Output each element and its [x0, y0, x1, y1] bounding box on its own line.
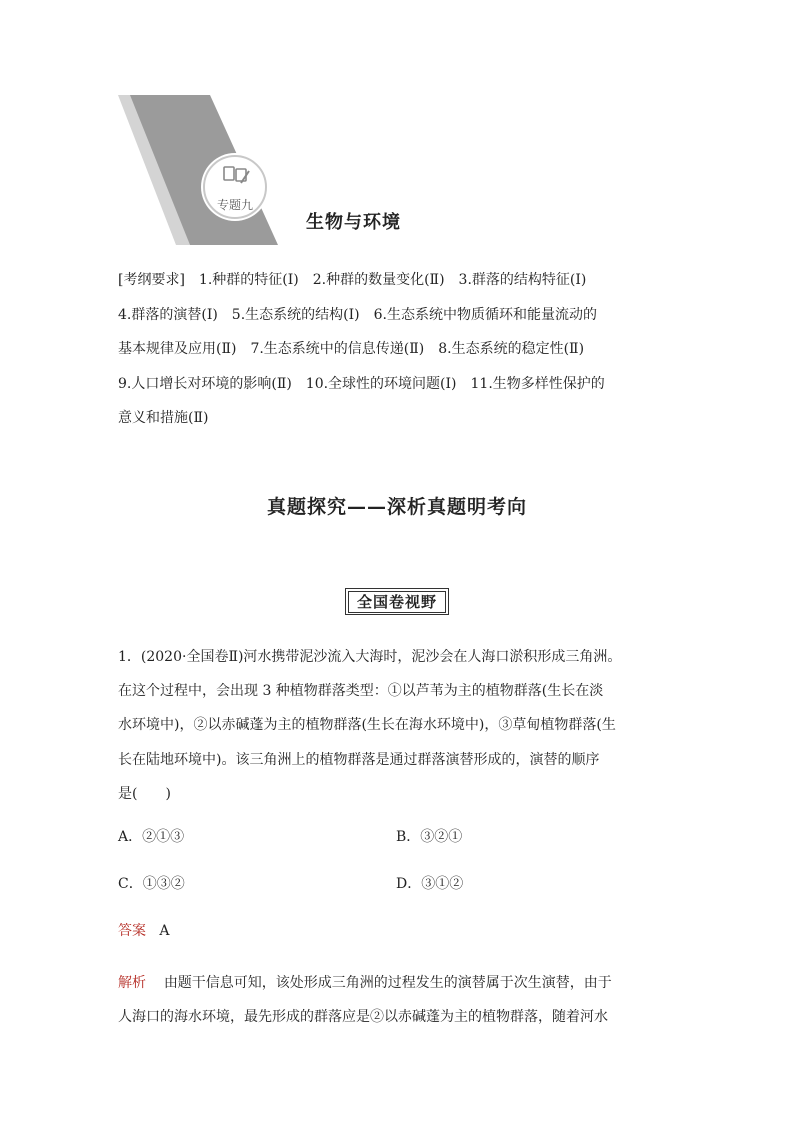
analysis-line: 人海口的海水环境，最先形成的群落应是②以赤碱蓬为主的植物群落，随着河水	[118, 1009, 608, 1025]
analysis	[118, 966, 680, 1034]
question-stem	[118, 640, 680, 811]
topic-banner	[118, 95, 288, 245]
option-b: B．③②①	[396, 829, 463, 845]
question-line: 是( )	[118, 785, 171, 802]
requirements-line: 4.群落的演替(Ⅰ) 5.生态系统的结构(Ⅰ) 6.生态系统中物质循环和能量流动的	[118, 306, 597, 323]
option-a: A．②①③	[118, 829, 185, 845]
section-badge-label: 全国卷视野	[348, 591, 446, 613]
answer-value: A	[159, 923, 170, 939]
requirements-line: 9.人口增长对环境的影响(Ⅱ) 10.全球性的环境问题(Ⅰ) 11.生物多样性保护的	[118, 375, 605, 392]
option-d: D．③①②	[396, 876, 464, 892]
requirements-line: 基本规律及应用(Ⅱ) 7.生态系统中的信息传递(Ⅱ) 8.生态系统的稳定性(Ⅱ)	[118, 341, 585, 358]
analysis-line: 由题干信息可知，该处形成三角洲的过程发生的演替属于次生演替，由于	[163, 975, 612, 991]
topic-badge-text: 专题九	[216, 198, 254, 212]
section-title: 真题探究——深析真题明考向	[266, 496, 527, 518]
section-badge	[0, 588, 794, 615]
question-line: 水环境中)，②以赤碱蓬为主的植物群落(生长在海水环境中)，③草甸植物群落(生	[118, 717, 616, 734]
requirements-line: 意义和措施(Ⅱ)	[118, 410, 209, 427]
question-line: 1．(2020·全国卷Ⅱ)河水携带泥沙流入大海时，泥沙会在人海口淤积形成三角洲。	[118, 649, 622, 665]
question-line: 长在陆地环境中)。该三角洲上的植物群落是通过群落演替形成的，演替的顺序	[118, 751, 600, 768]
syllabus-requirements	[118, 263, 678, 436]
requirements-line: [考纲要求] 1.种群的特征(Ⅰ) 2.种群的数量变化(Ⅱ) 3.群落的结构特征(Ⅰ)	[118, 272, 587, 288]
answer	[118, 920, 169, 940]
topic-title: 生物与环境	[306, 212, 401, 233]
banner-graphic	[118, 95, 288, 245]
question-line: 在这个过程中，会出现 3 种植物群落类型：①以芦苇为主的植物群落(生长在淡	[118, 683, 604, 700]
analysis-label: 解析	[118, 975, 146, 991]
answer-label: 答案	[118, 923, 146, 939]
option-c: C．①③②	[118, 876, 185, 892]
